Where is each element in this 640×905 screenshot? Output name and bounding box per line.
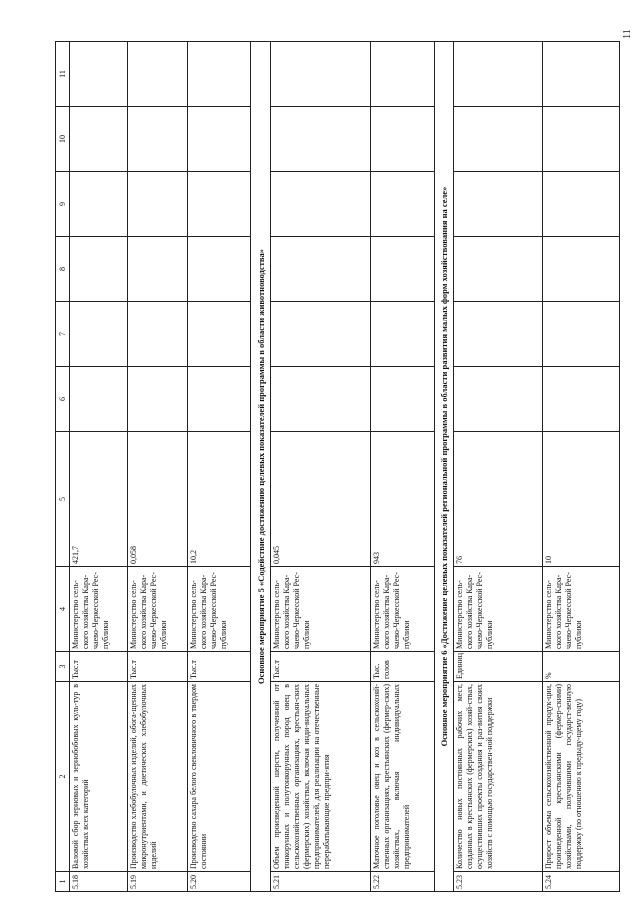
indicator-value: 0,045 (271, 432, 370, 567)
empty-cell (188, 302, 251, 367)
indicator-description: Количество новых постоянных рабочих мест, созданных в крестьянских (фермерских) хозяй-ствах, осуществивших проекты создания и раз-вития своих хозяйств с помощью государствен-ной поддержки (454, 682, 542, 872)
column-number: 6 (56, 367, 70, 432)
section-row (251, 42, 271, 892)
table-row (188, 42, 251, 892)
empty-cell (454, 302, 542, 367)
responsible-executor: Министерство сель-ского хозяйства Кара-чаево-Черкесской Рес-публики (542, 567, 619, 652)
empty-cell (542, 42, 619, 107)
empty-cell (127, 107, 188, 172)
rotated-table-wrapper (55, 42, 620, 892)
indicator-description: Производство хлебобулочных изделий, обога-щенных микронутриентами, и диетических хлебобулочных изделий (127, 682, 188, 872)
table-row (271, 42, 370, 892)
empty-cell (370, 367, 434, 432)
row-number: 5.18 (70, 872, 127, 892)
column-number: 5 (56, 432, 70, 567)
empty-cell (271, 107, 370, 172)
responsible-executor: Министерство сель-ского хозяйства Кара-чаево-Черкесской Рес-публики (271, 567, 370, 652)
empty-cell (188, 172, 251, 237)
empty-cell (271, 42, 370, 107)
empty-cell (271, 367, 370, 432)
unit-of-measure: Тыс.т (271, 652, 370, 682)
table-row (370, 42, 434, 892)
table-row (542, 42, 619, 892)
column-number: 8 (56, 237, 70, 302)
responsible-executor: Министерство сель-ского хозяйства Кара-чаево-Черкесской Рес-публики (370, 567, 434, 652)
indicator-description: Валовой сбор зерновых и зернобобовых куль-тур в хозяйствах всех категорий (70, 682, 127, 872)
indicator-description: Маточное поголовье овец и коз в сельскохозяй-ственных организациях, крестьянских (фермер-ских) хозяйствах, включая индивидуальных предпринимателей (370, 682, 434, 872)
responsible-executor: Министерство сель-ского хозяйства Кара-чаево-Черкесской Рес-публики (454, 567, 542, 652)
column-number: 3 (56, 652, 70, 682)
column-number: 1 (56, 872, 70, 892)
empty-cell (454, 107, 542, 172)
empty-cell (127, 302, 188, 367)
empty-cell (188, 367, 251, 432)
unit-of-measure: Единиц (454, 652, 542, 682)
page-number: 11 (622, 29, 633, 39)
empty-cell (127, 42, 188, 107)
table-row (70, 42, 127, 892)
table-row (454, 42, 542, 892)
table-body (56, 42, 620, 892)
empty-cell (127, 237, 188, 302)
empty-cell (70, 172, 127, 237)
table-row (127, 42, 188, 892)
empty-cell (188, 237, 251, 302)
row-number: 5.24 (542, 872, 619, 892)
indicator-value: 76 (454, 432, 542, 567)
empty-cell (454, 237, 542, 302)
empty-cell (70, 107, 127, 172)
empty-cell (70, 367, 127, 432)
empty-cell (70, 42, 127, 107)
unit-of-measure: Тыс.т (127, 652, 188, 682)
empty-cell (370, 237, 434, 302)
indicator-description: Производство сахара белого свекловичного в твердом состоянии (188, 682, 251, 872)
empty-cell (70, 237, 127, 302)
column-number: 9 (56, 172, 70, 237)
indicator-value: 421,7 (70, 432, 127, 567)
column-number: 10 (56, 107, 70, 172)
empty-cell (127, 367, 188, 432)
unit-of-measure: Тыс. голов (370, 652, 434, 682)
empty-cell (370, 302, 434, 367)
empty-cell (70, 302, 127, 367)
empty-cell (542, 107, 619, 172)
column-number: 11 (56, 42, 70, 107)
row-number: 5.19 (127, 872, 188, 892)
responsible-executor: Министерство сель-ского хозяйства Кара-чаево-Черкесской Рес-публики (127, 567, 188, 652)
section-title: Основное мероприятие 5 «Содействие достижению целевых показателей программы в области животноводства» (251, 42, 271, 892)
empty-cell (454, 367, 542, 432)
row-number: 5.20 (188, 872, 251, 892)
column-number: 4 (56, 567, 70, 652)
row-number: 5.22 (370, 872, 434, 892)
row-number: 5.23 (454, 872, 542, 892)
column-number-row (56, 42, 70, 892)
empty-cell (542, 237, 619, 302)
empty-cell (271, 237, 370, 302)
indicators-table (55, 41, 620, 892)
empty-cell (127, 172, 188, 237)
empty-cell (370, 42, 434, 107)
empty-cell (454, 42, 542, 107)
indicator-value: 943 (370, 432, 434, 567)
indicator-value: 10 (542, 432, 619, 567)
unit-of-measure: % (542, 652, 619, 682)
row-number: 5.21 (271, 872, 370, 892)
empty-cell (542, 172, 619, 237)
empty-cell (188, 107, 251, 172)
empty-cell (542, 302, 619, 367)
section-title: Основное мероприятие 6 «Достижение целевых показателей региональной программы в области развития малых форм хозяйствования на селе» (434, 42, 454, 892)
responsible-executor: Министерство сель-ского хозяйства Кара-чаево-Черкесской Рес-публики (70, 567, 127, 652)
indicator-description: Прирост объема сельскохозяйственной продук-ции, произведенной крестьянскими (фермер-скими) хозяйствами, получившими государст-венную поддержку (по отношению к предыду-щему году) (542, 682, 619, 872)
empty-cell (271, 172, 370, 237)
column-number: 2 (56, 682, 70, 872)
unit-of-measure: Тыс.т (70, 652, 127, 682)
empty-cell (188, 42, 251, 107)
empty-cell (370, 107, 434, 172)
column-number: 7 (56, 302, 70, 367)
section-row (434, 42, 454, 892)
empty-cell (542, 367, 619, 432)
unit-of-measure: Тыс.т (188, 652, 251, 682)
responsible-executor: Министерство сель-ского хозяйства Кара-чаево-Черкесской Рес-публики (188, 567, 251, 652)
indicator-value: 0,058 (127, 432, 188, 567)
indicator-description: Объем произведенной шерсти, полученной от тонкорунных и полутонкорунных пород овец в сельскохозяйственных организациях, крестьян-ских (фермерских) хозяйствах, включая инди-видуальных предпринимателей, для реализации на отечественные перерабатывающие предпри-ятия (271, 682, 370, 872)
empty-cell (454, 172, 542, 237)
indicator-value: 10,2 (188, 432, 251, 567)
empty-cell (370, 172, 434, 237)
empty-cell (271, 302, 370, 367)
